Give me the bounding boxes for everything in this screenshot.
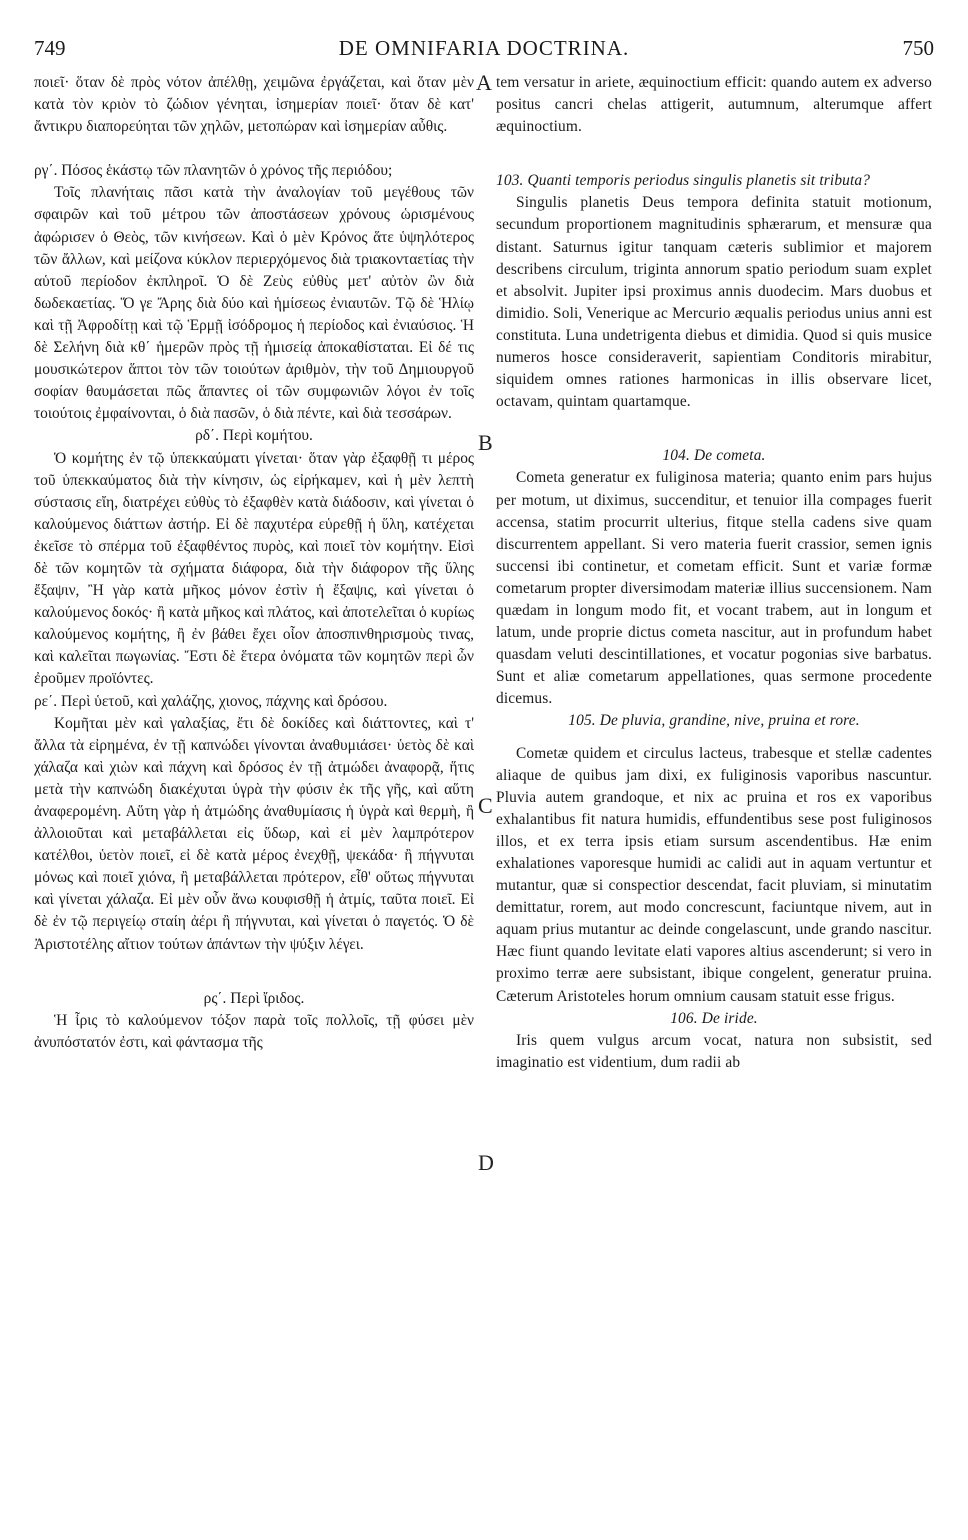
latin-paragraph-106: Iris quem vulgus arcum vocat, natura non subsistit, sed imaginatio est videntium, dum radii ab xyxy=(496,1031,932,1071)
latin-heading-105 xyxy=(496,710,932,732)
latin-paragraph-104: Cometa generatur ex fuliginosa materia; quanto enim pars hujus per motum, ut diximus, succenditur, et tenuior illa compages fuerit accensa, statim procurrit ulterius, fitque stella cadens sive quam discurrentem appellant. Si vero materia fuerit crassior, semen ignis succensi ibi continetur, et cometam efficit. Sunt et variæ formæ cometarum propter diversimodam materiæ illius succensionem. Nam quædam in longum modo fit, et vocant trabem, aut in longum et latum, unde proprie dictus cometa nascitur, aut in profundum habet quasdam veluti descintillationes, et vocatur pogonias sive barbatus. Sunt et aliæ cometarum appellationes, quas sermone procedente dicemus. xyxy=(496,469,932,708)
page-number-left: 749 xyxy=(34,36,66,60)
latin-paragraph-103: Singulis planetis Deus tempora definita statuit motionum, secundum proportionem magnitudinis sphærarum, et mensuræ qua distant. Saturnus igitur tanquam cæteris sublimior et majorem describens circulum, triginta annorum spatio periodum suam explet et absolvit. Jupiter ipsi proximus annis duodecim. Mars duobus et dimidio. Soli, Venerique ac Mercurio æqualis periodus unius anni est constituta. Luna undetrigenta diebus et dimidia. Quod si quis musice numeros hosce consideraverit, sapientiam Conditoris mirabitur, siquidem omnes rationes harmonicas in illis observare licet, octavam, quintam quartamque. xyxy=(496,194,932,411)
running-title: DE OMNIFARIA DOCTRINA. xyxy=(338,36,630,60)
greek-column xyxy=(34,72,474,1054)
latin-paragraph-105: Cometæ quidem et circulus lacteus, trabesque et stellæ cadentes aliaque de quibus jam dixi, ex fuliginosis vaporibus nascuntur. Pluvia autem grandoque, et nix ac pruina et ros ex vaporibus exhalantibus fit natura humidis, effundentibus sese post fuliginosos illos, et ex terra ipsis etiam sursum ascendentibus. Hæ enim exhalationes vaporesque humidi ac calidi aut in aquam vertuntur et mutantur, quæ si conspectior descendat, facit pluviam, si minutatim demittatur, rorem, aut modo concrescunt, faciuntque nivem, aut in aquam prius mutantur ac deinde congelascunt, unde grando nascitur. Hæc fiunt quando levitate elati vapores altius ascenderunt; si vero in proximo terræ aere subsistant, ibique congelent, generatur pruina. Cæterum Aristoteles horum omnium causam statuit esse frigus. xyxy=(496,744,932,1005)
latin-heading-106-text: 106. De iride. xyxy=(670,1009,758,1027)
greek-paragraph-103: Τοῖς πλανήταις πᾶσι κατὰ τὴν ἀναλογίαν τοῦ μεγέθους τῶν σφαιρῶν καὶ τοῦ μέτρου τῶν ἀποστάσεων χρόνους ὡρισμένους ἀφώρισεν ὁ Θεὸς, τῶν κινήσεων. Καὶ ὁ μὲν Κρόνος ἅτε ὑψηλότερος τῶν ἄλλων, καὶ μείζονα κύκλον περιερχόμενος διὰ τριακονταετίας τὴν αὑτοῦ περίοδον ἐκπληροῖ. Ὁ δὲ Ζεὺς εὐθὺς μετ' αὐτὸν ὢν διὰ δωδεκαετίας. Ὅ γε Ἄρης διὰ δύο καὶ ἡμίσεως ἐνιαυτῶν. Τῷ δὲ Ἡλίῳ καὶ τῇ Ἀφροδίτῃ καὶ τῷ Ἑρμῇ ἰσόδρομος ἡ περίοδος καὶ ἐνιαύσιος. Ἡ δὲ Σελήνη διὰ κθ΄ ἡμερῶν πρὸς τῇ ἡμισείᾳ ἀποκαθίσταται. Εἰ δέ τις μουσικώτερον ἅπτοι τὸν τῶν τοιούτων ἀριθμὸν, τὴν τοῦ Δημιουργοῦ σοφίαν θαυμάσεται πῶς ἅπαντες οἱ τῶν συμφωνιῶν λόγοι ἐν τοῖς τοιούτοις ἐμφαίνονται, ὁ διὰ πασῶν, ὁ διὰ πέντε, καὶ διὰ τεσσάρων. xyxy=(34,184,474,423)
greek-intro-paragraph: ποιεῖ· ὅταν δὲ πρὸς νότον ἀπέλθῃ, χειμῶνα ἐργάζεται, καὶ ὅταν μὲν κατὰ τὸν κριὸν τὸ ζώδιον γένηται, ἰσημερίαν ποιεῖ· ὅταν δὲ κατ' ἄντικρυ διαπορεύηται τῶν χηλῶν, μετοπώραν καὶ ἰσημερίαν αὖθις. xyxy=(34,74,474,136)
latin-heading-105-text: 105. De pluvia, grandine, nive, pruina et rore. xyxy=(568,712,860,730)
margin-letter-c: C xyxy=(478,793,493,818)
margin-letter-d: D xyxy=(478,1150,494,1175)
greek-paragraph-104: Ὁ κομήτης ἐν τῷ ὑπεκκαύματι γίνεται· ὅταν γὰρ ἐξαφθῇ τι μέρος τοῦ ὑπεκκαύματος διὰ τὴν κίνησιν, ὡς εἰρήκαμεν, καὶ ἡ μὲν λεπτὴ σύστασις εἴη, διατρέχει εὐθὺς τὸ ἐξαφθὲν κατὰ διάδοσιν, καὶ γίνεται ὁ καλούμενος διάττων ἀστήρ. Εἰ δὲ παχυτέρα εὑρεθῇ ἡ ὕλη, κατέχεται ἐκεῖσε τὸ σπέρμα τοῦ ἐξαφθέντος πυρὸς, καὶ ποιεῖ τὸν κομήτην. Εἰσὶ δὲ τῶν κομητῶν τὰ σχήματα διάφορα, διὰ τὴν διάφορον τῆς ὕλης ἔξαψιν, Ἢ γὰρ κατὰ μῆκος μόνον ἐστὶν ἡ ἔξαψις, καὶ γίνεται ὁ καλούμενος δοκός· ἢ κατὰ μῆκος καὶ πλάτος, καὶ ἀποτελεῖται ὁ κυρίως καλούμενος κομήτης, ἢ ἐν βάθει ἔχει οἷον ἀποσπινθηρισμοὺς τινας, καὶ καλεῖται πωγωνίας. Ἔστι δὲ ἕτερα ὀνόματα τῶν κομητῶν περὶ ὧν ἐροῦμεν προϊόντες. xyxy=(34,449,474,688)
margin-letter-a: A xyxy=(476,70,492,95)
greek-paragraph-105: Κομῆται μὲν καὶ γαλαξίας, ἔτι δὲ δοκίδες καὶ διάττοντες, καὶ τ' ἄλλα τὰ εἰρημένα, ἐν τῇ καπνώδει γίνονται ἀναθυμιάσει· ὑετὸς δὲ καὶ χάλαζα καὶ χιὼν καὶ πάχνη καὶ δρόσος ἐν τῇ ἀτμώδει ἀναφορᾷ, ἥτις μετὰ τὴν καπνώδη διακέχυται ὑγρὰ τὴν φύσιν ἐκ τῆς γῆς, καὶ αὕτη ἀναφερομένη. Αὕτη γὰρ ἡ ἀτμώδης ἀναθυμίασις ἡ ὑγρὰ καὶ θερμὴ, ἢ ἀλλοιοῦται καὶ μεταβάλλεται εἰς ὕδωρ, καὶ εἰ μὲν λαμπρότερον κατέλθοι, ὑετὸν ποιεῖ, εἰ δὲ κατὰ μέρος ἐνεχθῇ, ψεκάδα· ἢ πήγνυται μόνως καὶ ποιεῖ χιόνα, ἢ μεταβάλλεται πρότερον, εἶθ' οὕτως πήγνυται καὶ γίνεται χάλαζα. Εἰ μὲν οὖν ἄνω κουφισθῇ ἡ ἀτμίς, ταῦτα ποιεῖ. Εἰ δὲ ἐν τῷ περιγείῳ σταίη ἀέρι ἢ πήγνυται, καὶ γίνεται ὁ παγετός. Ὁ δὲ Ἀριστοτέλης αἴτιον τούτων ἁπάντων τὴν ψύξιν λέγει. xyxy=(34,714,474,953)
greek-heading-104: ρδ΄. Περὶ κομήτου. xyxy=(195,427,313,445)
margin-letter-b: B xyxy=(478,430,493,455)
greek-heading-103: ργ΄. Πόσος ἑκάστῳ τῶν πλανητῶν ὁ χρόνος τῆς περιόδου; xyxy=(34,162,393,180)
latin-heading-106 xyxy=(496,1008,932,1030)
latin-intro-paragraph: tem versatur in ariete, æquinoctium efficit: quando autem ex adverso positus cancri chelas attigerit, autumnum, alterumque affert æquinoctium. xyxy=(496,74,932,136)
greek-heading-105: ρε΄. Περὶ ὑετοῦ, καὶ χαλάζης, χιονος, πάχνης καὶ δρόσου. xyxy=(34,692,388,710)
latin-heading-103-text: 103. Quanti temporis periodus singulis planetis sit tributa? xyxy=(496,172,871,190)
page-header xyxy=(34,36,934,62)
greek-heading-106: ρς΄. Περὶ ἴριδος. xyxy=(203,989,305,1007)
latin-heading-103 xyxy=(496,170,932,192)
latin-heading-104-text: 104. De cometa. xyxy=(662,447,766,465)
latin-column xyxy=(496,72,932,1074)
latin-heading-104 xyxy=(496,445,932,467)
greek-paragraph-106: Ἡ ἶρις τὸ καλούμενον τόξον παρὰ τοῖς πολλοῖς, τῇ φύσει μὲν ἀνυπόστατόν ἐστι, καὶ φάντασμα τῆς xyxy=(34,1011,474,1051)
page-number-right: 750 xyxy=(902,36,934,60)
